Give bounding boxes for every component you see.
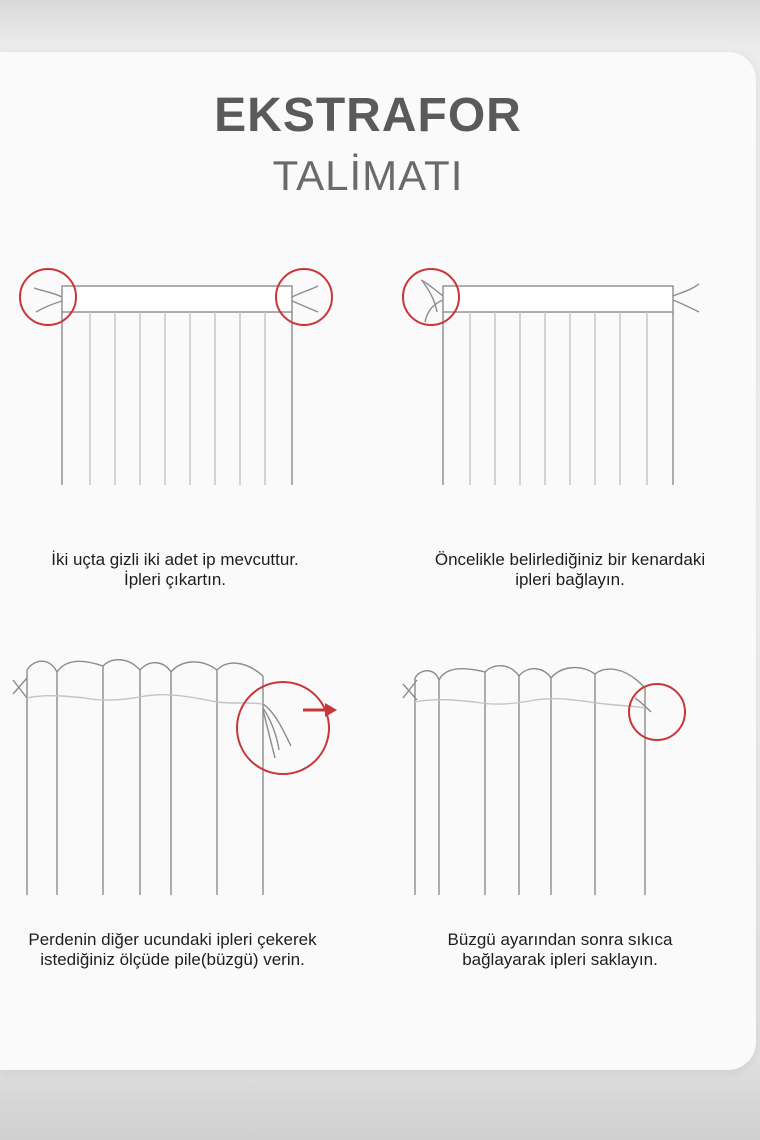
step-3-caption xyxy=(0,930,345,970)
step-1-diagram xyxy=(10,260,340,490)
step-2-line-2: ipleri bağlayın. xyxy=(515,570,625,589)
step-4-diagram xyxy=(395,650,705,900)
step-4-caption xyxy=(405,930,715,970)
step-1-caption xyxy=(10,550,340,590)
page-subtitle: TALİMATI xyxy=(272,152,464,199)
step-3-line-1: Perdenin diğer ucundaki ipleri çekerek xyxy=(28,930,317,949)
step-4-line-1: Büzgü ayarından sonra sıkıca xyxy=(447,930,673,949)
step-4-line-2: bağlayarak ipleri saklayın. xyxy=(462,950,658,969)
step-1-line-2: İpleri çıkartın. xyxy=(123,570,227,589)
step-2-caption xyxy=(395,550,745,590)
step-3-line-2: istediğiniz ölçüde pile(büzgü) verin. xyxy=(40,950,305,969)
page-title: EKSTRAFOR xyxy=(214,89,522,142)
step-1-line-1: İki uçta gizli iki adet ip mevcuttur. xyxy=(51,550,299,569)
step-2-line-1: Öncelikle belirlediğiniz bir kenardaki xyxy=(434,550,706,569)
step-2-diagram xyxy=(395,260,725,490)
step-3-diagram xyxy=(5,650,350,900)
